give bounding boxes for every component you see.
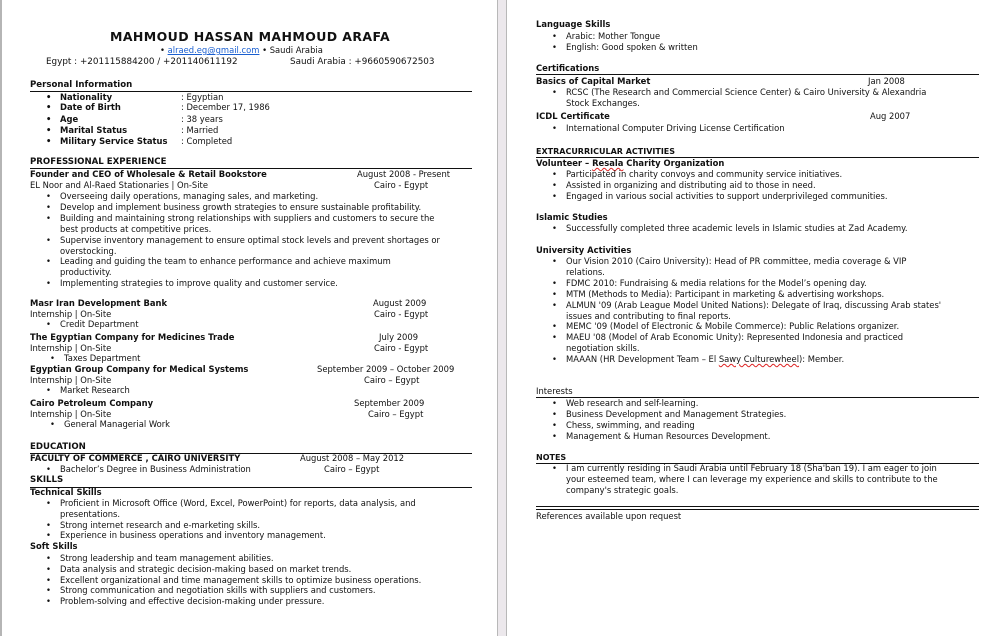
list-item: • Leading and guiding the team to enhance performance and achieve maximum	[60, 256, 391, 267]
language-skills-title: Language Skills	[536, 19, 611, 29]
certification-name: ICDL Certificate	[536, 111, 610, 121]
education-date: August 2008 – May 2012	[300, 453, 405, 463]
internship-department: • Credit Department	[60, 319, 139, 330]
personal-value: : Egyptian	[181, 92, 224, 102]
double-rule	[536, 506, 979, 510]
personal-value: : Married	[181, 125, 219, 135]
list-item: • Management & Human Resources Development.	[566, 431, 770, 442]
candidate-name: MAHMOUD HASSAN MAHMOUD ARAFA	[110, 29, 391, 44]
degree-item: • Bachelor’s Degree in Business Administration	[60, 464, 251, 475]
personal-value: : 38 years	[181, 114, 223, 124]
internship-location: Cairo – Egypt	[364, 374, 420, 385]
technical-skills-title: Technical Skills	[30, 487, 102, 497]
islamic-studies-title: Islamic Studies	[536, 212, 608, 222]
list-item: • Business Development and Management Strategies.	[566, 409, 786, 420]
spellcheck-word: Resala	[592, 158, 624, 168]
job-company: EL Noor and Al-Raed Stationaries | On-Site	[30, 180, 208, 190]
internship-location: Cairo - Egypt	[374, 342, 429, 353]
list-item: • MAEU '08 (Model of Arab Economic Unity): Represented Indonesia and practiced	[566, 332, 903, 343]
list-item-continuation: best products at competitive prices.	[60, 223, 212, 234]
personal-label: • Date of Birth	[60, 102, 121, 113]
list-item: • MAAAN (HR Development Team – El Sawy Culturewheel): Member.	[566, 354, 844, 365]
internship-company: Cairo Petroleum Company	[30, 398, 154, 408]
spellcheck-word: Sawy Culturewheel	[718, 354, 800, 364]
soft-skills-title: Soft Skills	[30, 541, 78, 551]
list-item: • Experience in business operations and inventory management.	[60, 530, 326, 541]
contact-line: • alraed.eg@gmail.com • Saudi Arabia	[160, 45, 323, 55]
internship-type: Internship | On-Site	[30, 374, 112, 385]
list-item: • Engaged in various social activities to support underprivileged communities.	[566, 191, 888, 202]
internship-date: July 2009	[379, 332, 419, 342]
list-item: • Our Vision 2010 (Cairo University): Head of PR committee, media coverage & VIP	[566, 256, 906, 267]
section-title-extracurricular: EXTRACURRICULAR ACTIVITIES	[536, 147, 676, 156]
list-item: • Chess, swimming, and reading	[566, 420, 695, 431]
list-item-continuation: productivity.	[60, 267, 112, 278]
volunteer-title: Volunteer – Resala Charity Organization	[536, 158, 725, 168]
list-item-continuation: your esteemed team, where I can leverage my experience and skills to contribute to the	[566, 474, 938, 484]
note-item: • I am currently residing in Saudi Arabia until February 18 (Sha'ban 19). I am eager to join	[566, 463, 937, 474]
section-title-notes: NOTES	[536, 453, 567, 462]
job-title: Founder and CEO of Wholesale & Retail Bookstore	[30, 169, 267, 179]
list-item: • Implementing strategies to improve quality and customer service.	[60, 278, 338, 289]
job-location: Cairo - Egypt	[374, 180, 429, 190]
list-item: • International Computer Driving License Certification	[566, 123, 785, 134]
phone-saudi: Saudi Arabia : +9660590672503	[290, 57, 435, 67]
list-item: • Overseeing daily operations, managing sales, and marketing.	[60, 191, 318, 202]
job-date: August 2008 - Present	[357, 169, 451, 179]
certification-date: Jan 2008	[868, 76, 905, 86]
page-gutter	[497, 0, 507, 636]
list-item: • Excellent organizational and time management skills to optimize business operations.	[60, 575, 421, 586]
school-name: FACULTY OF COMMERCE , CAIRO UNIVERSITY	[30, 453, 241, 463]
section-title-experience: PROFESSIONAL EXPERIENCE	[30, 157, 167, 167]
section-title-personal: Personal Information	[30, 80, 133, 90]
personal-label: • Marital Status	[60, 125, 127, 136]
list-item: • Building and maintaining strong relationships with suppliers and customers to secure the	[60, 213, 434, 224]
internship-date: August 2009	[373, 298, 427, 308]
section-title-interests: Interests	[536, 386, 573, 396]
personal-label: • Age	[60, 114, 78, 125]
list-item-continuation: issues and contributing to final reports.	[566, 310, 731, 321]
list-item: • Strong communication and negotiation skills with suppliers and customers.	[60, 585, 376, 596]
list-item-continuation: negotiation skills.	[566, 343, 640, 354]
list-item: • English: Good spoken & written	[566, 42, 698, 53]
internship-date: September 2009	[354, 398, 425, 408]
internship-company: Masr Iran Development Bank	[30, 298, 168, 308]
list-item: • ALMUN '09 (Arab League Model United Nations): Delegate of Iraq, discussing Arab states'	[566, 300, 941, 311]
phone-egypt: Egypt : +201115884200 / +201140611192	[46, 57, 238, 67]
list-item: • Strong internet research and e-marketing skills.	[60, 520, 260, 531]
internship-type: Internship | On-Site	[30, 408, 112, 419]
list-item-continuation: overstocking.	[60, 245, 117, 256]
internship-company: The Egyptian Company for Medicines Trade	[30, 332, 235, 342]
university-activities-title: University Activities	[536, 245, 632, 255]
certification-date: Aug 2007	[870, 111, 911, 121]
internship-department: • General Managerial Work	[64, 419, 170, 430]
list-item: • MEMC '09 (Model of Electronic & Mobile Commerce): Public Relations organizer.	[566, 321, 899, 332]
list-item-continuation: presentations.	[60, 508, 121, 519]
internship-department: • Market Research	[60, 385, 130, 396]
list-item-continuation: Stock Exchanges.	[566, 98, 640, 108]
contact-location: Saudi Arabia	[269, 45, 323, 55]
resume-page-2	[507, 0, 1000, 636]
list-item: • Data analysis and strategic decision-making based on market trends.	[60, 564, 351, 575]
list-item: • Participated in charity convoys and community service initiatives.	[566, 169, 842, 180]
internship-company: Egyptian Group Company for Medical Systems	[30, 364, 249, 374]
personal-value: : December 17, 1986	[181, 102, 270, 112]
list-item: • Proficient in Microsoft Office (Word, Excel, PowerPoint) for reports, data analysis, and	[60, 498, 416, 509]
list-item: • Strong leadership and team management abilities.	[60, 553, 274, 564]
list-item: • MTM (Methods to Media): Participant in marketing & advertising workshops.	[566, 289, 884, 300]
education-location: Cairo – Egypt	[324, 464, 380, 474]
list-item: • Assisted in organizing and distributing aid to those in need.	[566, 180, 816, 191]
list-item: • Supervise inventory management to ensure optimal stock levels and prevent shortages or	[60, 235, 440, 246]
personal-label: • Nationality	[60, 92, 112, 103]
internship-location: Cairo – Egypt	[368, 408, 424, 419]
resume-page-1	[0, 0, 497, 636]
internship-type: Internship | On-Site	[30, 342, 112, 353]
list-item-continuation: company's strategic goals.	[566, 485, 679, 495]
section-title-certifications: Certifications	[536, 63, 600, 73]
certification-name: Basics of Capital Market	[536, 76, 651, 86]
list-item: • Successfully completed three academic levels in Islamic studies at Zad Academy.	[566, 223, 908, 234]
section-rule	[536, 74, 979, 75]
list-item: • Develop and implement business growth strategies to ensure sustainable profitability.	[60, 202, 421, 213]
list-item: • Web research and self-learning.	[566, 398, 698, 409]
references-note: References available upon request	[536, 511, 682, 521]
list-item: • FDMC 2010: Fundraising & media relations for the Model’s opening day.	[566, 278, 867, 289]
list-item: • Arabic: Mother Tongue	[566, 31, 660, 42]
section-title-skills: SKILLS	[30, 475, 64, 485]
internship-location: Cairo - Egypt	[374, 308, 429, 319]
internship-date: September 2009 – October 2009	[317, 364, 455, 374]
list-item: • RCSC (The Research and Commercial Science Center) & Cairo University & Alexandria	[566, 87, 926, 98]
list-item: • Problem-solving and effective decision-making under pressure.	[60, 596, 324, 607]
internship-department: • Taxes Department	[64, 353, 140, 364]
section-title-education: EDUCATION	[30, 442, 86, 452]
personal-label: • Military Service Status	[60, 136, 167, 147]
email-link[interactable]: alraed.eg@gmail.com	[167, 45, 260, 55]
internship-type: Internship | On-Site	[30, 308, 112, 319]
list-item-continuation: relations.	[566, 266, 605, 277]
personal-value: : Completed	[181, 136, 233, 146]
